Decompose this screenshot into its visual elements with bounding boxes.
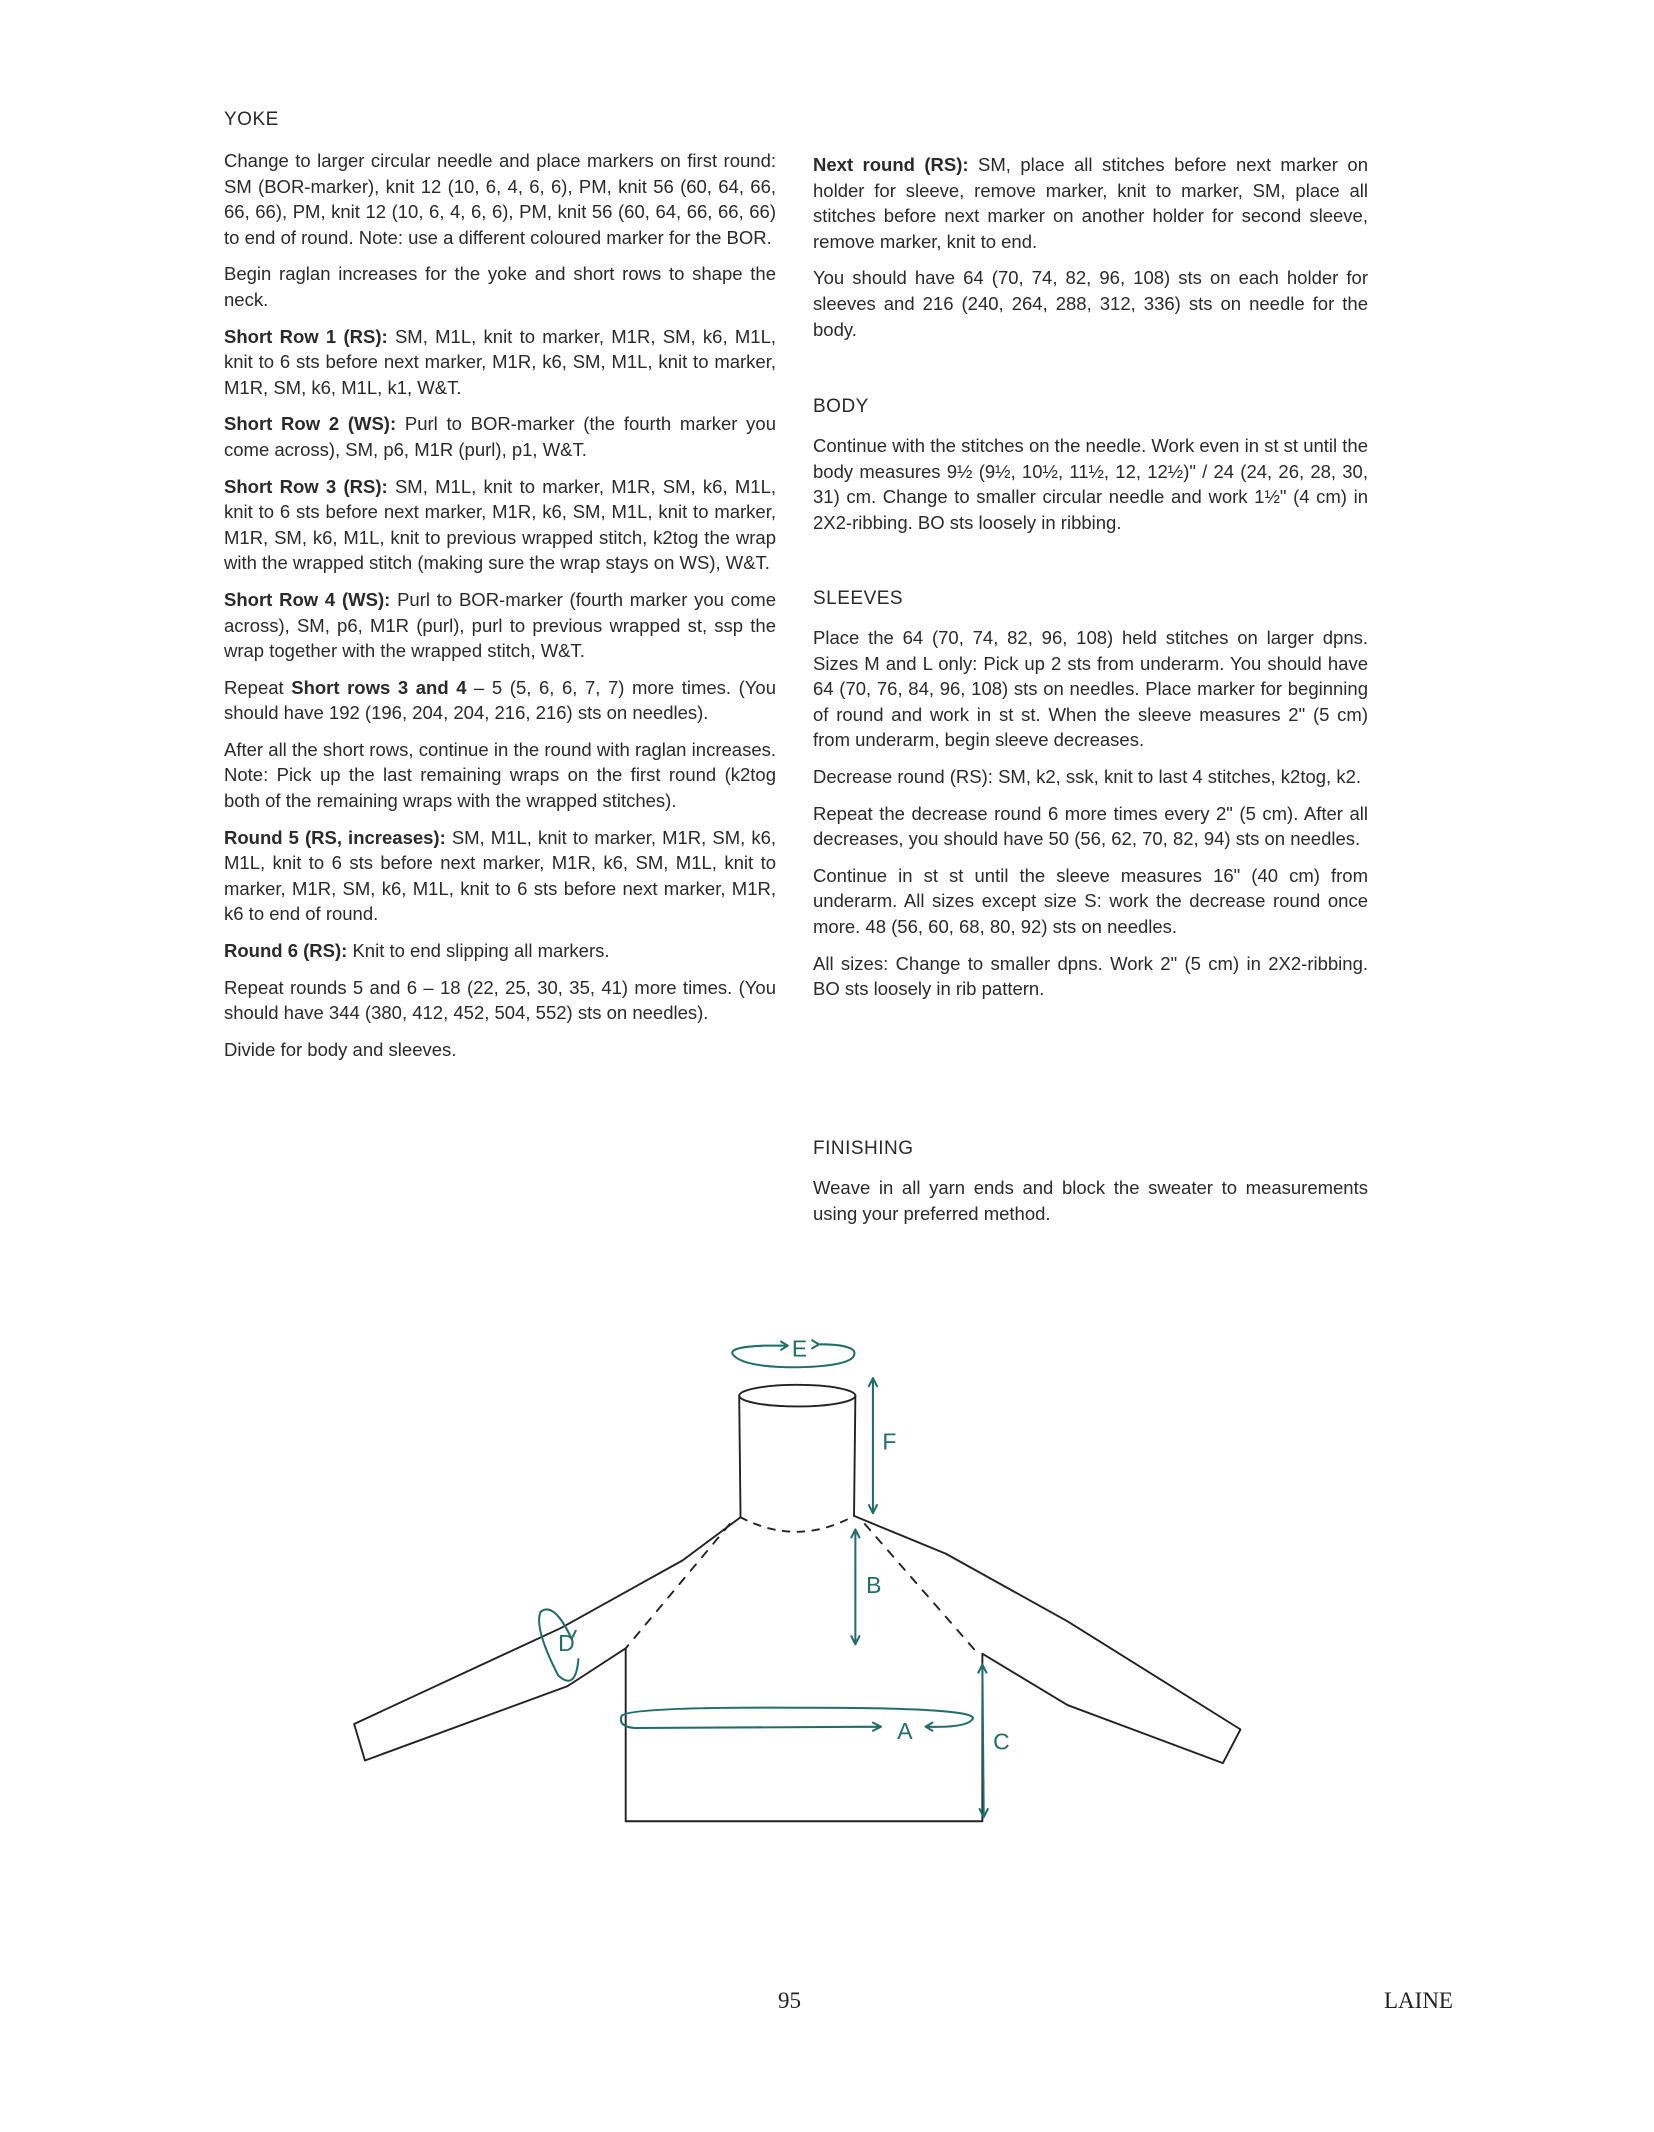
divide-note: Divide for body and sleeves. [224,1038,457,1060]
short-row-4 [224,587,776,664]
short-row-2 [224,411,776,462]
measure-a [621,1708,973,1731]
round-6 [224,938,776,964]
section-heading-finishing: FINISHING [813,1138,914,1159]
short-row-1 [224,324,776,401]
raglan-lines-dashed [626,1524,976,1651]
short-row-3 [224,474,776,576]
step-text: SM, M1L, knit to marker, M1R, SM, k6, M1L, knit to 6 sts before next marker, M1R, k6, SM, M1L, knit to marker, M1R, SM, k6, M1L, knit to 6 sts before next marker, M1R, k6 to end of round. [224,826,776,925]
sleeves-section [813,586,1368,1013]
repeat-rounds: Repeat rounds 5 and 6 – 18 (22, 25, 30, 35, 41) more times. (You should have 344 (380, 412, 452, 504, 552) sts on needles). [224,976,776,1024]
sleeves-p5: All sizes: Change to smaller dpns. Work 2" (5 cm) in 2X2-ribbing. BO sts loosely in rib pattern. [813,952,1368,1000]
label-c: C [993,1728,1010,1755]
step-text: SM, place all stitches before next marker on holder for sleeve, remove marker, knit to marker, SM, place all stitches before next marker on another holder for second sleeve, remove marker, knit to end. [813,154,1368,252]
measure-e [732,1344,854,1367]
body-instructions: Continue with the stitches on the needle. Work even in st st until the body measures 9½ (9½, 10½, 11½, 12, 12½)" / 24 (24, 26, 28, 30, 31) cm. Change to smaller circular needle and work 1½" (4 cm) in 2X2-ribbing. BO sts loosely in ribbing. [813,435,1368,533]
step-text: Repeat [224,676,292,698]
step-text: SM, M1L, knit to marker, M1R, SM, k6, M1L, knit to 6 sts before next marker, M1R, k6, SM, M1L, knit to marker, M1R, SM, k6, M1L, k1, W&T. [224,325,776,398]
section-heading-sleeves: SLEEVES [813,588,904,609]
label-d: D [558,1630,575,1657]
magazine-name: LAINE [1384,1988,1453,2013]
repeat-short-rows [224,675,776,726]
measure-d [539,1609,578,1680]
page-number: 95 [778,1988,801,2013]
measurement-labels [558,1335,1010,1754]
step-label: Short Row 1 (RS): [224,325,388,347]
step-text: – 5 (5, 6, 6, 7, 7) more times. (You should have 192 (196, 204, 204, 216, 216) sts on needles). [224,676,776,724]
finishing-section [813,1136,1368,1237]
next-round [813,152,1368,254]
measurement-marks [539,1340,988,1817]
sleeves-p3: Repeat the decrease round 6 more times every 2" (5 cm). After all decreases, you should have 50 (56, 62, 70, 82, 94) sts on needles. [813,802,1368,850]
label-e: E [791,1335,808,1362]
step-label: Short Row 3 (RS): [224,475,388,497]
turtleneck [739,1396,855,1518]
neckline-dashed [741,1516,854,1532]
section-heading-body: BODY [813,396,869,417]
after-short-rows: After all the short rows, continue in the round with raglan increases. Note: Pick up the last remaining wraps on the first round (k2tog both of the remaining wraps with the wrapped stitches). [224,738,776,812]
step-label: Short Row 2 (WS): [224,413,397,435]
step-text: Knit to end slipping all markers. [347,940,610,962]
step-text: Purl to BOR-marker (the fourth marker you come across), SM, p6, M1R (purl), p1, W&T. [224,413,776,460]
step-label: Round 6 (RS): [224,940,348,962]
sweater-outline [354,1385,1240,1821]
label-f: F [882,1428,897,1455]
step-label: Next round (RS): [813,154,969,175]
label-a: A [897,1717,913,1744]
round-5 [224,825,776,927]
label-b: B [866,1571,882,1598]
yoke-intro: Change to larger circular needle and place markers on first round: SM (BOR-marker), knit 12 (10, 6, 4, 6, 6), PM, knit 56 (60, 64, 66, 66, 66), PM, knit 12 (10, 6, 4, 6, 6), PM, knit 56 (60, 64, 66, 66, 66) to end of round. Note: use a different coloured marker for the BOR. [224,150,776,248]
measure-c [978,1665,987,1818]
sleeves-p2: Decrease round (RS): SM, k2, ssk, knit to last 4 stitches, k2tog, k2. [813,765,1362,787]
finishing-p1: Weave in all yarn ends and block the sweater to measurements using your preferred method. [813,1177,1368,1224]
step-text: SM, M1L, knit to marker, M1R, SM, k6, M1L, knit to 6 sts before next marker, M1R, k6, SM, M1L, knit to marker, M1R, SM, k6, M1L, knit to previous wrapped stitch, k2tog the wrap with the wrapped stitch (making sure the wrap stays on WS), W&T. [224,475,776,574]
section-heading-yoke: YOKE [224,109,279,130]
yoke-column [224,109,776,1073]
next-round-block [813,152,1368,353]
step-label: Short Row 4 (WS): [224,588,391,610]
step-label: Round 5 (RS, increases): [224,826,446,848]
stitch-count: You should have 64 (70, 74, 82, 96, 108) sts on each holder for sleeves and 216 (240, 264, 288, 312, 336) sts on needle for the body. [813,267,1368,340]
measure-f [869,1378,877,1513]
step-text: Purl to BOR-marker (fourth marker you come across), SM, p6, M1R (purl), purl to previous wrapped st, ssp the wrap together with the wrapped stitch, W&T. [224,588,776,662]
sleeves-p1: Place the 64 (70, 74, 82, 96, 108) held stitches on larger dpns. Sizes M and L only: Pick up 2 sts from underarm. You should have 64 (70, 76, 84, 96, 108) sts on needles. Place marker for beginning of round and work in st st. When the sleeve measures 2" (5 cm) from underarm, begin sleeve decreases. [813,627,1368,751]
step-label: Short rows 3 and 4 [291,676,467,698]
yoke-raglan-note: Begin raglan increases for the yoke and short rows to shape the neck. [224,263,776,310]
sleeves-p4: Continue in st st until the sleeve measures 16" (40 cm) from underarm. All sizes except size S: work the decrease round once more. 48 (56, 60, 68, 80, 92) sts on needles. [813,864,1368,937]
measure-b [851,1529,859,1644]
body-section [813,394,1368,546]
body-and-sleeves [354,1516,1240,1821]
collar-top [739,1385,855,1407]
